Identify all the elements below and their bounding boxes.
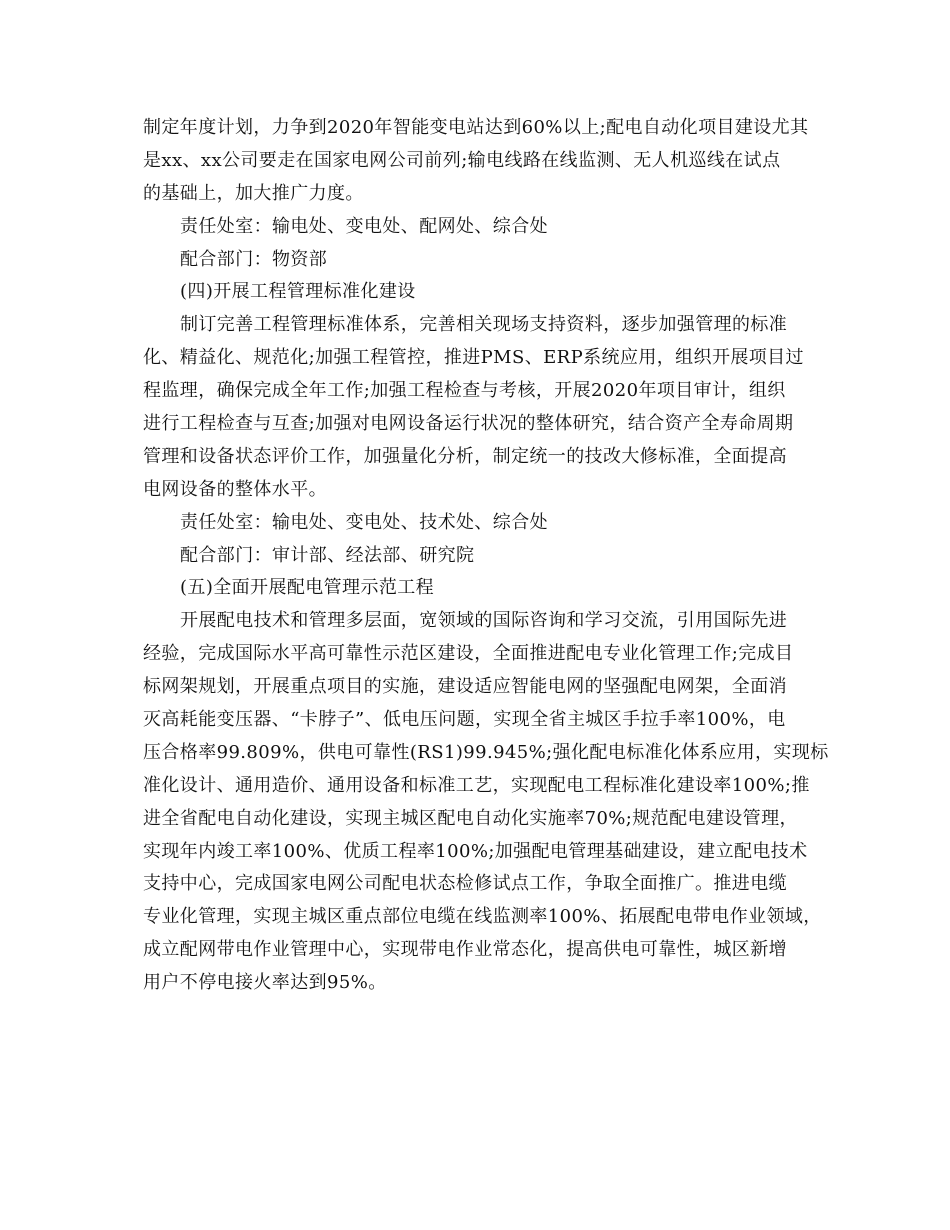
text-line: 成立配网带电作业管理中心，实现带电作业常态化，提高供电可靠性，城区新增 [143,939,787,961]
document-page [143,112,829,1000]
text-line: 实现年内竣工率100%、优质工程率100%;加强配电管理基础建设，建立配电技术 [143,840,808,862]
text-line: 灭高耗能变压器、“卡脖子”、低电压问题，实现全省主城区手拉手率100%，电 [143,709,786,731]
text-line: 制定年度计划，力争到2020年智能变电站达到60%以上;配电自动化项目建设尤其 [143,117,809,138]
text-line: 的基础上，加大推广力度。 [143,182,364,204]
text-line: 化、精益化、规范化;加强工程管控，推进PMS、ERP系统应用，组织开展项目过 [143,347,804,369]
text-line: 标网架规划，开展重点项目的实施，建设适应智能电网的坚强配电网架，全面消 [143,676,787,698]
responsible-office-line: 责任处室：输电处、变电处、技术处、综合处 [180,511,548,533]
responsible-office-line: 责任处室：输电处、变电处、配网处、综合处 [180,215,548,237]
text-line: 压合格率99.809%，供电可靠性(RS1)99.945%;强化配电标准化体系应用，实现标 [143,741,829,763]
text-line: 经验，完成国际水平高可靠性示范区建设，全面推进配电专业化管理工作;完成目 [143,643,794,665]
text-line: 用户不停电接火率达到95%。 [143,972,387,994]
text-line: 程监理，确保完成全年工作;加强工程检查与考核，开展2020年项目审计，组织 [143,380,786,402]
text-line: 管理和设备状态评价工作，加强量化分析，制定统一的技改大修标准，全面提高 [143,445,787,467]
text-line: 准化设计、通用造价、通用设备和标准工艺，实现配电工程标准化建设率100%;推 [143,774,810,796]
text-line: 支持中心，完成国家电网公司配电状态检修试点工作，争取全面推广。推进电缆 [143,873,787,895]
text-line: 制订完善工程管理标准体系，完善相关现场支持资料，逐步加强管理的标准 [180,314,788,336]
text-line: 电网设备的整体水平。 [143,478,327,500]
text-line: 专业化管理，实现主城区重点部位电缆在线监测率100%、拓展配电带电作业领域， [143,906,822,928]
cooperating-dept-line: 配合部门：物资部 [180,248,328,270]
text-line: 进行工程检查与互查;加强对电网设备运行状况的整体研究，结合资产全寿命周期 [143,413,794,435]
section-heading: (四)开展工程管理标准化建设 [180,281,416,303]
section-heading: (五)全面开展配电管理示范工程 [180,577,435,599]
text-line: 开展配电技术和管理多层面，宽领域的国际咨询和学习交流，引用国际先进 [180,610,788,632]
text-line: 是xx、xx公司要走在国家电网公司前列;输电线路在线监测、无人机巡线在试点 [143,149,781,171]
text-line: 进全省配电自动化建设，实现主城区配电自动化实施率70%;规范配电建设管理， [143,807,798,829]
cooperating-dept-line: 配合部门：审计部、经法部、研究院 [180,544,475,566]
